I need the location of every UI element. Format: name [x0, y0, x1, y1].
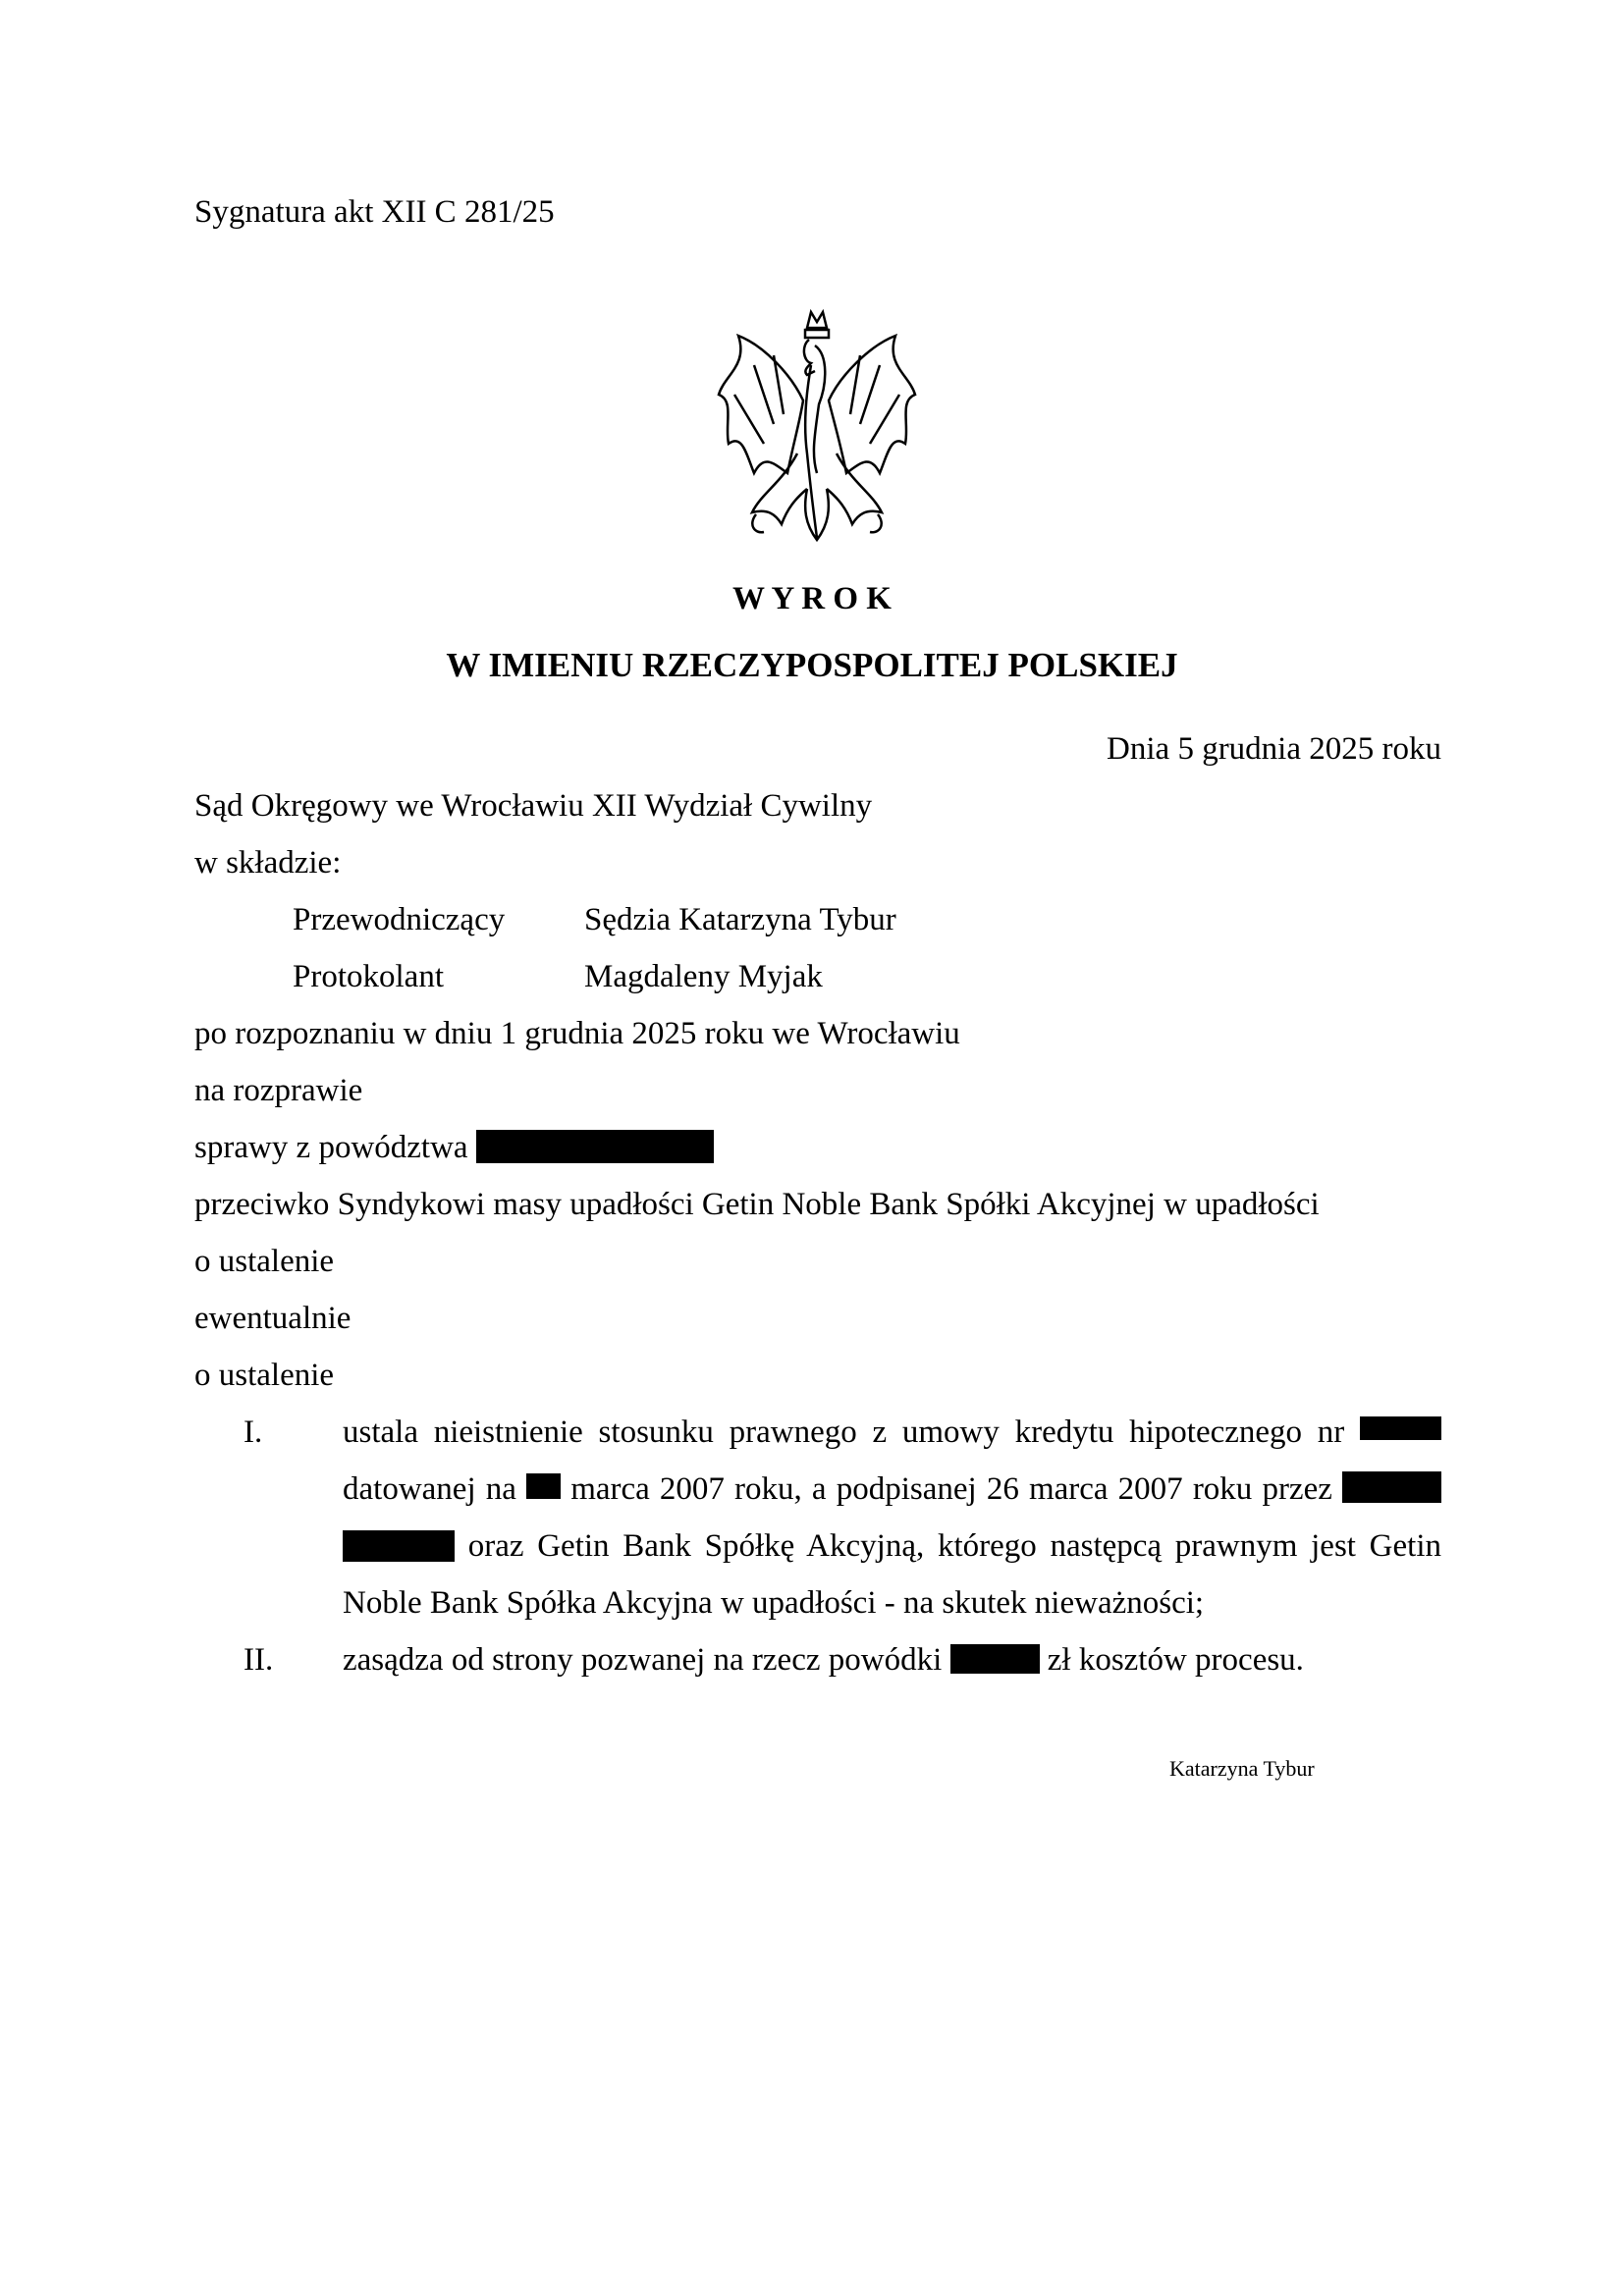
composition-label: w składzie:	[194, 845, 342, 881]
item-1-line-3	[343, 1526, 1441, 1566]
text: datowanej na	[343, 1471, 516, 1507]
item-1-line-1	[343, 1413, 1441, 1452]
document-title: W Y R O K	[732, 581, 892, 616]
subject-1: o ustalenie	[194, 1244, 335, 1279]
subject-2: o ustalenie	[194, 1358, 335, 1393]
text: ustala nieistnienie stosunku prawnego z umowy kredytu hipotecznego nr	[343, 1415, 1345, 1450]
redaction-box	[1342, 1471, 1441, 1503]
case-number: Sygnatura akt XII C 281/25	[194, 194, 555, 230]
document-subtitle: W IMIENIU RZECZYPOSPOLITEJ POLSKIEJ	[446, 646, 1178, 684]
court-name: Sąd Okręgowy we Wrocławiu XII Wydział Cywilny	[194, 788, 873, 824]
hearing-type: na rozprawie	[194, 1073, 363, 1108]
item-1-line-2	[343, 1469, 1441, 1509]
redaction-box	[950, 1644, 1040, 1674]
redaction-box	[526, 1473, 561, 1499]
redaction-box	[1360, 1416, 1441, 1440]
presiding-role: Przewodniczący	[293, 902, 506, 937]
polish-eagle-emblem-icon	[713, 306, 921, 546]
item-1-line-4: Noble Bank Spółka Akcyjna w upadłości - na skutek nieważności;	[343, 1585, 1205, 1621]
case-of-text: sprawy z powództwa	[194, 1130, 468, 1165]
text: zł kosztów procesu.	[1047, 1642, 1304, 1678]
redaction-box	[476, 1130, 714, 1163]
alternatively: ewentualnie	[194, 1301, 352, 1336]
item-numeral: I.	[244, 1415, 263, 1450]
redaction-box	[343, 1530, 455, 1562]
text: oraz Getin Bank Spółkę Akcyjną, którego następcą prawnym jest Getin	[467, 1528, 1441, 1564]
hearing-info: po rozpoznaniu w dniu 1 grudnia 2025 roku we Wrocławiu	[194, 1016, 960, 1051]
defendant: przeciwko Syndykowi masy upadłości Getin Noble Bank Spółki Akcyjnej w upadłości	[194, 1187, 1320, 1222]
item-2-line-1	[343, 1640, 1304, 1680]
item-numeral: II.	[244, 1642, 274, 1678]
case-of	[194, 1128, 714, 1167]
judgment-date: Dnia 5 grudnia 2025 roku	[1107, 731, 1441, 767]
signature: Katarzyna Tybur	[1169, 1756, 1315, 1781]
text: marca 2007 roku, a podpisanej 26 marca 2007 roku przez	[570, 1471, 1332, 1507]
presiding-name: Sędzia Katarzyna Tybur	[584, 902, 896, 937]
text: zasądza od strony pozwanej na rzecz powódki	[343, 1642, 943, 1678]
clerk-name: Magdaleny Myjak	[584, 959, 823, 994]
clerk-role: Protokolant	[293, 959, 444, 994]
